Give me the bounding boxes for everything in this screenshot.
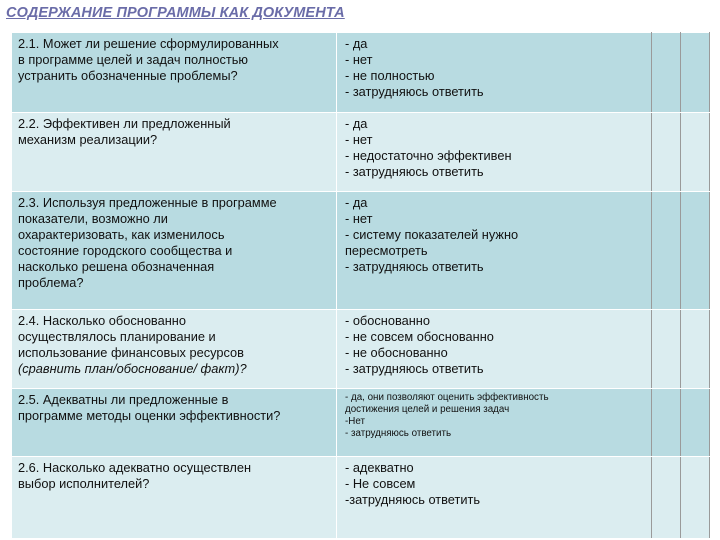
table-row bbox=[12, 389, 710, 457]
answer-option: - затрудняюсь ответить bbox=[345, 361, 484, 376]
empty-cell bbox=[681, 113, 710, 192]
answer-option: - не обоснованно bbox=[345, 345, 448, 360]
answer-option: -затрудняюсь ответить bbox=[345, 492, 481, 507]
answer-option: - обоснованно bbox=[345, 313, 430, 328]
empty-cell bbox=[652, 389, 681, 457]
answer-option: - адекватно bbox=[345, 460, 414, 475]
answer-option: - не совсем обоснованно bbox=[345, 329, 494, 344]
empty-cell bbox=[652, 113, 681, 192]
answer-cell bbox=[337, 33, 652, 113]
question-line: осуществлялось планирование и bbox=[18, 329, 216, 344]
answer-option: - да bbox=[345, 116, 368, 131]
question-line: проблема? bbox=[18, 275, 84, 290]
question-line: использование финансовых ресурсов bbox=[18, 345, 244, 360]
answer-option: - нет bbox=[345, 132, 373, 147]
answer-option: - нет bbox=[345, 211, 373, 226]
answer-option: -Нет bbox=[345, 416, 365, 427]
table-row bbox=[12, 113, 710, 192]
answer-option: - затрудняюсь ответить bbox=[345, 428, 452, 439]
answer-option: - да, они позволяют оценить эффективность bbox=[345, 392, 549, 403]
question-line: 2.3. Используя предложенные в программе bbox=[18, 195, 277, 210]
answer-cell bbox=[337, 389, 652, 457]
question-line: программе методы оценки эффективности? bbox=[18, 408, 281, 423]
question-line: выбор исполнителей? bbox=[18, 476, 150, 491]
question-line: 2.6. Насколько адекватно осуществлен bbox=[18, 460, 252, 475]
answer-cell bbox=[337, 113, 652, 192]
table-row bbox=[12, 457, 710, 539]
empty-cell bbox=[652, 310, 681, 389]
answer-option: пересмотреть bbox=[345, 243, 428, 258]
answer-cell bbox=[337, 192, 652, 310]
page-title: СОДЕРЖАНИЕ ПРОГРАММЫ КАК ДОКУМЕНТА bbox=[6, 5, 345, 21]
empty-cell bbox=[652, 33, 681, 113]
answer-option: - недостаточно эффективен bbox=[345, 148, 512, 163]
empty-cell bbox=[681, 389, 710, 457]
empty-cell bbox=[681, 33, 710, 113]
table-row bbox=[12, 33, 710, 113]
question-line: 2.1. Может ли решение сформулированных bbox=[18, 36, 279, 51]
answer-option: - да bbox=[345, 36, 368, 51]
answer-cell bbox=[337, 457, 652, 539]
question-cell bbox=[12, 310, 337, 389]
answer-option: достижения целей и решения задач bbox=[345, 404, 510, 415]
question-line: насколько решена обозначенная bbox=[18, 259, 215, 274]
question-cell bbox=[12, 192, 337, 310]
questionnaire-table bbox=[11, 32, 710, 539]
question-line: показатели, возможно ли bbox=[18, 211, 168, 226]
question-cell bbox=[12, 457, 337, 539]
table-row bbox=[12, 310, 710, 389]
empty-cell bbox=[681, 457, 710, 539]
empty-cell bbox=[681, 192, 710, 310]
answer-option: - нет bbox=[345, 52, 373, 67]
empty-cell bbox=[652, 457, 681, 539]
question-line: 2.2. Эффективен ли предложенный bbox=[18, 116, 231, 131]
question-cell bbox=[12, 113, 337, 192]
answer-cell bbox=[337, 310, 652, 389]
table-row bbox=[12, 192, 710, 310]
question-cell bbox=[12, 33, 337, 113]
question-line: охарактеризовать, как изменилось bbox=[18, 227, 225, 242]
answer-option: - да bbox=[345, 195, 368, 210]
question-line: устранить обозначенные проблемы? bbox=[18, 68, 238, 83]
question-line: в программе целей и задач полностью bbox=[18, 52, 249, 67]
question-line: 2.4. Насколько обоснованно bbox=[18, 313, 186, 328]
answer-option: - не полностью bbox=[345, 68, 435, 83]
answer-option: - затрудняюсь ответить bbox=[345, 164, 484, 179]
empty-cell bbox=[652, 192, 681, 310]
question-line: состояние городского сообщества и bbox=[18, 243, 233, 258]
answer-option: - Не совсем bbox=[345, 476, 416, 491]
question-line: механизм реализации? bbox=[18, 132, 158, 147]
answer-option: - затрудняюсь ответить bbox=[345, 259, 484, 274]
question-line: 2.5. Адекватны ли предложенные в bbox=[18, 392, 229, 407]
question-cell bbox=[12, 389, 337, 457]
question-note: (сравнить план/обоснование/ факт)? bbox=[18, 361, 247, 376]
empty-cell bbox=[681, 310, 710, 389]
answer-option: - систему показателей нужно bbox=[345, 227, 519, 242]
answer-option: - затрудняюсь ответить bbox=[345, 84, 484, 99]
